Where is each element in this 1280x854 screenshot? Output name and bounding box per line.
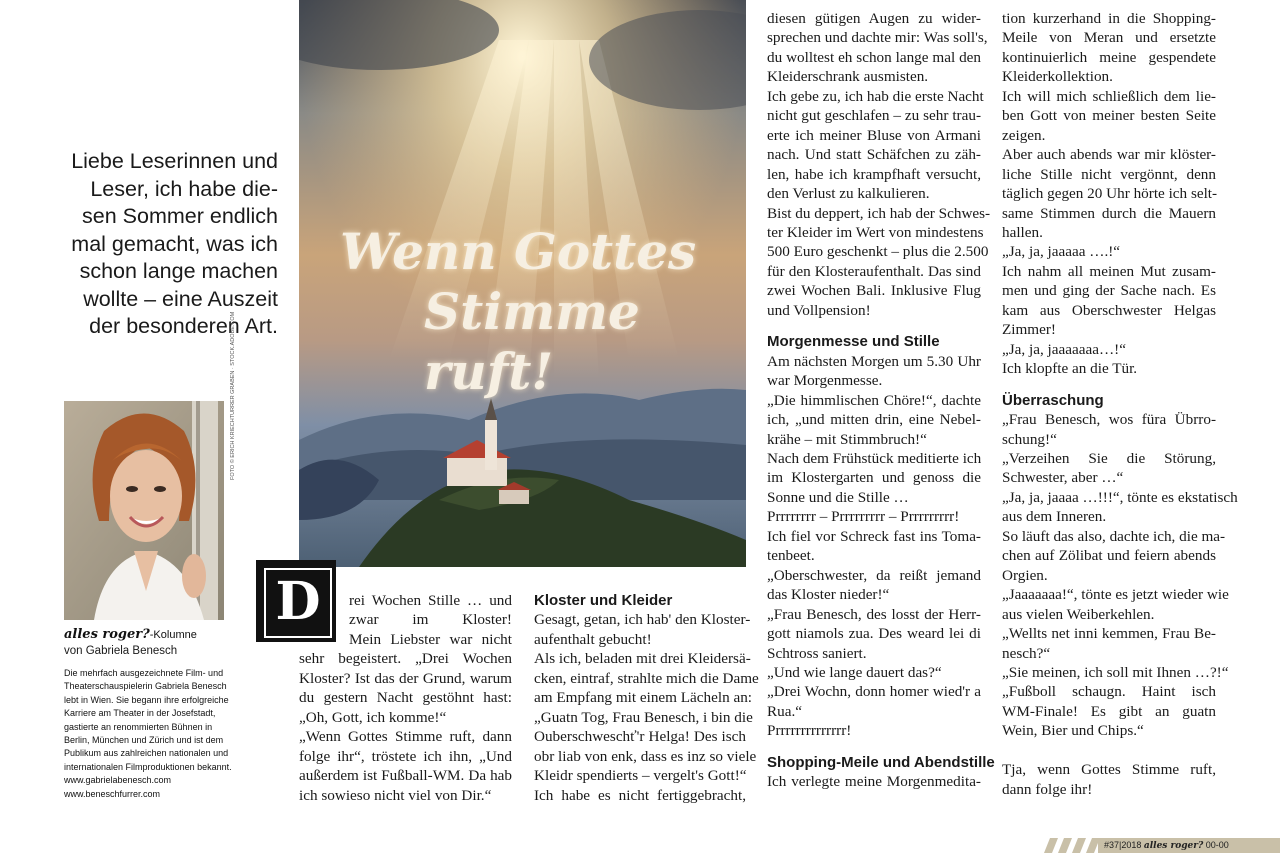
- text-line: „Die himmlischen Chöre!“, dachte: [767, 391, 981, 409]
- text-line: Kleiderkollektion.: [1002, 68, 1113, 86]
- bio-line: lebt in Wien. Sie begann ihre erfolgreiche: [64, 694, 229, 705]
- text-line: Tja, wenn Gottes Stimme ruft,: [1002, 761, 1216, 779]
- text-line: Wein, Bier und Chips.“: [1002, 722, 1144, 740]
- text-line: Schwester, aber …“: [1002, 469, 1124, 487]
- text-line: „Frau Benesch, wos füra Übrro-: [1002, 411, 1216, 429]
- text-line: chen auf Zölibat und feiern abends: [1002, 547, 1216, 565]
- text-line: Ich klopfte an die Tür.: [1002, 360, 1138, 378]
- text-line: „Fußboll schaugn. Haint isch: [1002, 683, 1216, 701]
- page-footer: [1098, 838, 1280, 853]
- text-line: am Empfang mit einem Lächeln an:: [534, 689, 753, 707]
- text-line: ben Gott von meiner besten Seite: [1002, 107, 1216, 125]
- text-line: Prrrrrrrrrrrrrr!: [767, 722, 852, 740]
- column-4: [1002, 9, 1238, 799]
- text-line: ter Kleider im Wert von mindestens: [767, 223, 984, 241]
- text-line: du gestern Nacht gestöhnt hast:: [299, 689, 512, 707]
- text-line: [1002, 741, 1216, 760]
- text-line: „Und wie lange dauert das?“: [767, 663, 942, 681]
- author-portrait: [64, 401, 224, 620]
- text-line: gott niamols zua. Des weard lei di: [767, 625, 981, 643]
- text-line: Kleidr spendierts – vergelt's Gott!“: [534, 767, 747, 785]
- text-line: „Ja, ja, jaaaa …!!!“, tönte es ekstatisch: [1002, 488, 1238, 506]
- text-line: So läuft das also, dachte ich, die ma-: [1002, 527, 1226, 545]
- column-3: [767, 9, 995, 792]
- text-line: zwei Wochen Bali. Inklusive Flug: [767, 282, 981, 300]
- bio-line: Theaterschauspielerin Gabriela Benesch: [64, 681, 227, 692]
- text-line: „Ja, ja, jaaaaa ….!“: [1002, 243, 1121, 261]
- column-author: von Gabriela Benesch: [64, 645, 178, 657]
- title-line-1: Wenn Gottes: [340, 222, 697, 281]
- text-line: und Vollpension!: [767, 301, 871, 319]
- text-line: Am nächsten Morgen um 5.30 Uhr: [767, 352, 981, 370]
- photo-credit: FOTO © ERICH KRIECHTURRER GRABEN · STOCK.ADOBE.COM: [230, 311, 236, 480]
- text-line: war Morgenmesse.: [767, 372, 883, 390]
- text-line: tenbeet.: [767, 547, 815, 565]
- intro-line: wollte – eine Auszeit: [83, 286, 278, 311]
- text-line: zwar im Kloster!: [349, 611, 512, 629]
- text-line: aufenthalt gebucht!: [534, 630, 652, 648]
- title-line-2: Stimme ruft!: [424, 282, 640, 401]
- text-line: dann folge ihr!: [1002, 780, 1093, 798]
- text-line: „Oberschwester, da reißt jemand: [767, 566, 981, 584]
- text-line: krähe – mit Stimmbruch!“: [767, 430, 927, 448]
- text-line: aus dem Inneren.: [1002, 508, 1107, 526]
- column-suffix: -Kolumne: [149, 629, 197, 641]
- text-line: Bist du deppert, ich hab der Schwes-: [767, 204, 991, 222]
- text-line: im Klostergarten und genoss die: [767, 469, 981, 487]
- text-line: zeigen.: [1002, 126, 1046, 144]
- bio-line: gastierte an renommierten Bühnen in: [64, 721, 213, 732]
- bio-line: Publikum aus zahlreichen nationalen und: [64, 748, 229, 759]
- footer-brand: alles roger?: [1143, 841, 1204, 851]
- text-line: 500 Euro geschenkt – plus die 2.500: [767, 243, 989, 261]
- text-line: same Stimmen durch die Mauern: [1002, 204, 1216, 222]
- text-line: Schtross saniert.: [767, 644, 867, 662]
- section-heading: Kloster und Kleider: [534, 592, 673, 609]
- text-line: Orgien.: [1002, 566, 1048, 584]
- intro-text: [40, 148, 278, 341]
- text-line: Ich habe es nicht fertiggebracht,: [534, 786, 746, 804]
- text-line: das Kloster nieder!“: [767, 586, 890, 604]
- page-number: 00-00: [1205, 840, 1229, 850]
- drop-cap-letter: D: [264, 568, 332, 638]
- text-line: kam aus Oberschwester Helgas: [1002, 301, 1216, 319]
- intro-line: Liebe Leserinnen und: [71, 149, 278, 173]
- text-line: Ich verlegte meine Morgenmedita-: [767, 773, 981, 791]
- section-heading: Shopping-Meile und Abendstille: [767, 753, 995, 771]
- text-line: täglich gegen 20 Uhr hörte ich selt-: [1002, 185, 1218, 203]
- portrait-image: [64, 401, 224, 620]
- text-line: „Guatn Tog, Frau Benesch, i bin die: [534, 708, 753, 726]
- column-1-body: [299, 630, 512, 805]
- text-line: Ich fiel vor Schreck fast ins Toma-: [767, 527, 981, 545]
- text-line: obr liab von enk, dass es inz so viele: [534, 747, 757, 765]
- column-1-start: [349, 591, 512, 630]
- text-line: Ouberschweschť'r Helga! Des isch: [534, 728, 746, 746]
- intro-line: schon lange machen: [79, 259, 278, 283]
- intro-line: der besonderen Art.: [89, 314, 278, 338]
- text-line: aus vielen Weiberkehlen.: [1002, 605, 1155, 623]
- text-line: „Frau Benesch, des losst der Herr-: [767, 605, 981, 623]
- text-line: außerdem ist Fußball-WM. Da hab: [299, 767, 512, 785]
- text-line: sehr begeistert. „Drei Wochen: [299, 650, 512, 668]
- text-line: Prrrrrrrr – Prrrrrrrrr – Prrrrrrrrr!: [767, 508, 960, 526]
- bio-line: www.gabrielabenesch.com: [64, 775, 172, 786]
- text-line: erte ich meiner Bluse von Armani: [767, 126, 981, 144]
- text-line: Zimmer!: [1002, 321, 1056, 339]
- text-line: liche Stille nicht vergönnt, denn: [1002, 165, 1216, 183]
- intro-line: Leser, ich habe die-: [90, 176, 278, 201]
- intro-line: sen Sommer endlich: [82, 204, 278, 228]
- text-line: Mein Liebster war nicht: [349, 631, 512, 648]
- text-line: „Verzeihen Sie die Störung,: [1002, 449, 1216, 467]
- text-line: Als ich, beladen mit drei Kleidersä-: [534, 650, 751, 668]
- text-line: men und ging der Sache nach. Es: [1002, 282, 1216, 300]
- text-line: Gesagt, getan, ich hab' den Kloster-: [534, 611, 751, 629]
- text-line: nicht gut geschlafen – zu sehr trau-: [767, 107, 981, 125]
- brand-name: alles roger?: [64, 627, 150, 642]
- text-line: „Drei Wochn, donn homer wied'r a: [767, 683, 981, 701]
- bio-line: internationalen Filmproduktionen bekannt.: [64, 761, 232, 772]
- text-line: nach. Und statt Schäfchen zu zäh-: [767, 146, 981, 164]
- text-line: hallen.: [1002, 223, 1043, 241]
- column-2: [534, 591, 759, 805]
- text-line: Ich will mich schließlich dem lie-: [1002, 87, 1216, 105]
- text-line: kontinuierlich meine gespendete: [1002, 48, 1216, 66]
- text-line: Ich gebe zu, ich hab die erste Nacht: [767, 87, 984, 105]
- text-line: sprechen und dachte mir: Was soll's,: [767, 29, 988, 47]
- author-bio: [64, 667, 244, 801]
- text-line: „Jaaaaaaa!“, tönte es jetzt wieder wie: [1002, 586, 1229, 604]
- text-line: rei Wochen Stille … und: [349, 592, 512, 609]
- text-line: schung!“: [1002, 430, 1057, 448]
- issue-number: #37|2018: [1104, 840, 1142, 850]
- bio-line: Die mehrfach ausgezeichnete Film- und: [64, 668, 224, 678]
- text-line: nesch?“: [1002, 644, 1051, 662]
- text-line: Nach dem Frühstück meditierte ich: [767, 449, 982, 467]
- text-line: Aber auch abends war mir klöster-: [1002, 146, 1216, 164]
- text-line: ich sowieso nicht viel von Dir.“: [299, 786, 492, 804]
- text-line: Rua.“: [767, 702, 803, 720]
- text-line: „Wenn Gottes Stimme ruft, dann: [299, 728, 512, 746]
- text-line: Meile von Meran und ersetzte: [1002, 29, 1216, 47]
- section-heading: Überraschung: [1002, 391, 1104, 409]
- text-line: Ich nahm all meinen Mut zusam-: [1002, 262, 1216, 280]
- text-line: WM-Finale! Es gibt an guatn: [1002, 702, 1216, 720]
- text-line: Kleiderschrank ausmisten.: [767, 68, 929, 86]
- text-line: für den Klosteraufenthalt. Das sind: [767, 262, 981, 280]
- text-line: „Oh, Gott, ich komme!“: [299, 708, 447, 726]
- text-line: „Sie meinen, ich soll mit Ihnen …?!“: [1002, 663, 1229, 681]
- section-heading: Morgenmesse und Stille: [767, 333, 940, 351]
- text-line: „Ja, ja, jaaaaaaa…!“: [1002, 340, 1126, 358]
- column-brand: [64, 627, 264, 642]
- bio-line: www.beneschfurrer.com: [64, 788, 161, 799]
- bio-line: Berlin, München und Zürich und ist dem: [64, 735, 224, 746]
- text-line: „Wellts net inni kemmen, Frau Be-: [1002, 625, 1216, 643]
- text-line: len, habe ich krampfhaft versucht,: [767, 165, 981, 183]
- bio-line: Karriere am Theater in der Josefstadt,: [64, 708, 216, 719]
- text-line: diesen gütigen Augen zu wider-: [767, 10, 981, 27]
- text-line: den Verlust zu kalkulieren.: [767, 185, 930, 203]
- text-line: ich, „und mitten drin, eine Nebel-: [767, 411, 981, 429]
- text-line: Kloster? Ist das der Grund, warum: [299, 669, 512, 687]
- article-title: [340, 222, 720, 402]
- intro-line: mal gemacht, was ich: [71, 231, 278, 256]
- text-line: cken, eintraf, strahlte mich die Dame: [534, 669, 759, 687]
- text-line: folge ihr“, tröstete ich ihn, „Und: [299, 747, 512, 765]
- text-line: tion kurzerhand in die Shopping-: [1002, 10, 1216, 27]
- text-line: du wolltest eh schon lange mal den: [767, 48, 981, 66]
- text-line: Sonne und die Stille …: [767, 488, 909, 506]
